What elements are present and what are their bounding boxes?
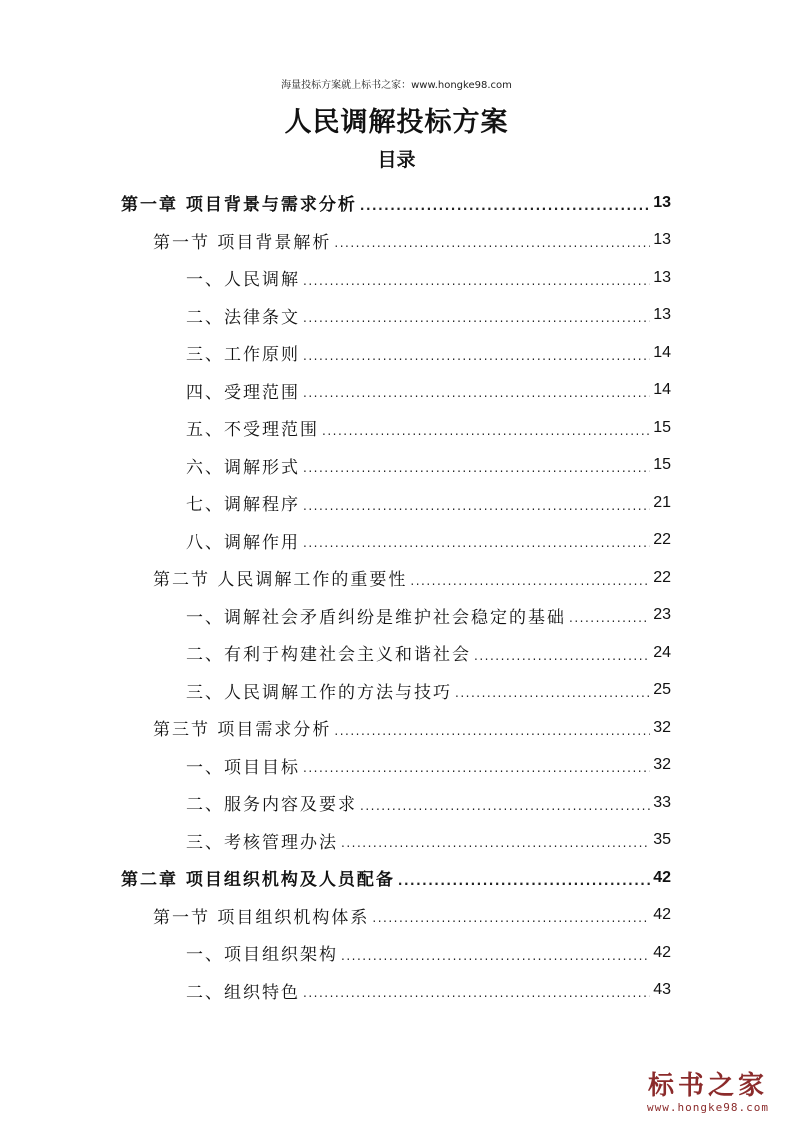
toc-entry-title: 第三节 项目需求分析	[153, 720, 332, 741]
toc-entry[interactable]	[153, 222, 671, 260]
toc-entry-title: 三、人民调解工作的方法与技巧	[186, 682, 452, 703]
toc-entry-title: 第二章 项目组织机构及人员配备	[121, 870, 395, 891]
toc-entry[interactable]	[186, 447, 671, 485]
toc-entry[interactable]	[186, 747, 671, 785]
toc-entry-page: 24	[653, 643, 671, 661]
toc-entry[interactable]	[186, 297, 671, 335]
toc-entry-title: 一、调解社会矛盾纠纷是维护社会稳定的基础	[186, 607, 566, 628]
toc-entry[interactable]	[186, 334, 671, 372]
toc-dot-leader	[360, 194, 650, 212]
toc-entry-page: 42	[653, 943, 671, 961]
toc-entry-title: 六、调解形式	[186, 457, 300, 478]
toc-entry-page: 35	[653, 831, 671, 849]
toc-entry-page: 23	[653, 606, 671, 624]
toc-dot-leader	[303, 306, 650, 324]
toc-entry-page: 13	[653, 231, 671, 249]
toc-entry-title: 八、调解作用	[186, 532, 300, 553]
toc-dot-leader	[303, 269, 650, 287]
toc-entry[interactable]	[153, 559, 671, 597]
toc-entry-title: 二、法律条文	[186, 307, 300, 328]
toc-entry-page: 21	[653, 493, 671, 511]
toc-entry-title: 第一节 项目背景解析	[153, 232, 332, 253]
toc-entry-page: 33	[653, 793, 671, 811]
toc-dot-leader	[398, 869, 650, 887]
toc-dot-leader	[455, 681, 650, 699]
toc-entry-title: 三、考核管理办法	[186, 832, 338, 853]
toc-entry-page: 22	[653, 531, 671, 549]
toc-entry[interactable]	[186, 972, 671, 1010]
toc-entry[interactable]	[153, 709, 671, 747]
toc-entry-page: 32	[653, 718, 671, 736]
toc-dot-leader	[569, 606, 650, 624]
toc-entry-title: 三、工作原则	[186, 345, 300, 366]
toc-entry-page: 13	[653, 193, 671, 211]
toc-entry[interactable]	[153, 897, 671, 935]
toc-dot-leader	[410, 569, 650, 587]
toc-entry-page: 14	[653, 343, 671, 361]
toc-entry[interactable]	[186, 484, 671, 522]
toc-entry[interactable]	[121, 184, 671, 222]
toc-dot-leader	[303, 531, 650, 549]
toc-entry-page: 13	[653, 268, 671, 286]
toc-entry-page: 22	[653, 568, 671, 586]
toc-entry-page: 32	[653, 756, 671, 774]
toc-heading: 目录	[377, 149, 416, 171]
toc-entry-title: 五、不受理范围	[186, 420, 319, 441]
toc-entry-page: 25	[653, 681, 671, 699]
toc-entry-page: 42	[653, 906, 671, 924]
toc-dot-leader	[334, 231, 650, 249]
toc-entry-title: 第一节 项目组织机构体系	[153, 907, 370, 928]
toc-dot-leader	[372, 906, 650, 924]
toc-entry-page: 13	[653, 306, 671, 324]
toc-entry[interactable]	[186, 784, 671, 822]
toc-dot-leader	[303, 494, 650, 512]
brand-url: www.hongke98.com	[647, 1101, 769, 1114]
toc-dot-leader	[322, 419, 650, 437]
toc-entry-title: 四、受理范围	[186, 382, 300, 403]
toc-dot-leader	[303, 381, 650, 399]
toc-entry[interactable]	[186, 372, 671, 410]
toc-entry-title: 一、项目组织架构	[186, 945, 338, 966]
toc-entry[interactable]	[186, 522, 671, 560]
toc-entry[interactable]	[186, 672, 671, 710]
header-note: 海量投标方案就上标书之家：www.hongke98.com	[281, 80, 512, 91]
toc-dot-leader	[341, 944, 650, 962]
toc-entry-title: 二、服务内容及要求	[186, 795, 357, 816]
toc-dot-leader	[303, 456, 650, 474]
toc-dot-leader	[360, 794, 650, 812]
toc-entry[interactable]	[186, 409, 671, 447]
toc-dot-leader	[303, 344, 650, 362]
toc-entry[interactable]	[186, 597, 671, 635]
toc-dot-leader	[303, 981, 650, 999]
toc-entry[interactable]	[186, 822, 671, 860]
toc-entry-page: 42	[653, 868, 671, 886]
toc-entry-title: 七、调解程序	[186, 495, 300, 516]
brand-name: 标书之家	[647, 1071, 768, 1102]
toc-entry[interactable]	[121, 859, 671, 897]
toc-dot-leader	[341, 831, 650, 849]
toc-entry-title: 第二节 人民调解工作的重要性	[153, 570, 408, 591]
footer-logo	[633, 1072, 783, 1114]
toc-entry[interactable]	[186, 634, 671, 672]
toc-entry-title: 一、人民调解	[186, 270, 300, 291]
toc-entry-title: 二、有利于构建社会主义和谐社会	[186, 645, 471, 666]
toc-dot-leader	[334, 719, 650, 737]
toc-entry-title: 第一章 项目背景与需求分析	[121, 195, 357, 216]
toc-entry-title: 一、项目目标	[186, 757, 300, 778]
toc-entry-page: 43	[653, 981, 671, 999]
toc-entry[interactable]	[186, 259, 671, 297]
document-title: 人民调解投标方案	[284, 107, 509, 138]
toc-entry-page: 15	[653, 456, 671, 474]
toc-entry-title: 二、组织特色	[186, 982, 300, 1003]
toc-entry-page: 14	[653, 381, 671, 399]
toc-dot-leader	[303, 756, 650, 774]
toc-dot-leader	[474, 644, 650, 662]
toc-entry[interactable]	[186, 934, 671, 972]
toc-entry-page: 15	[653, 418, 671, 436]
